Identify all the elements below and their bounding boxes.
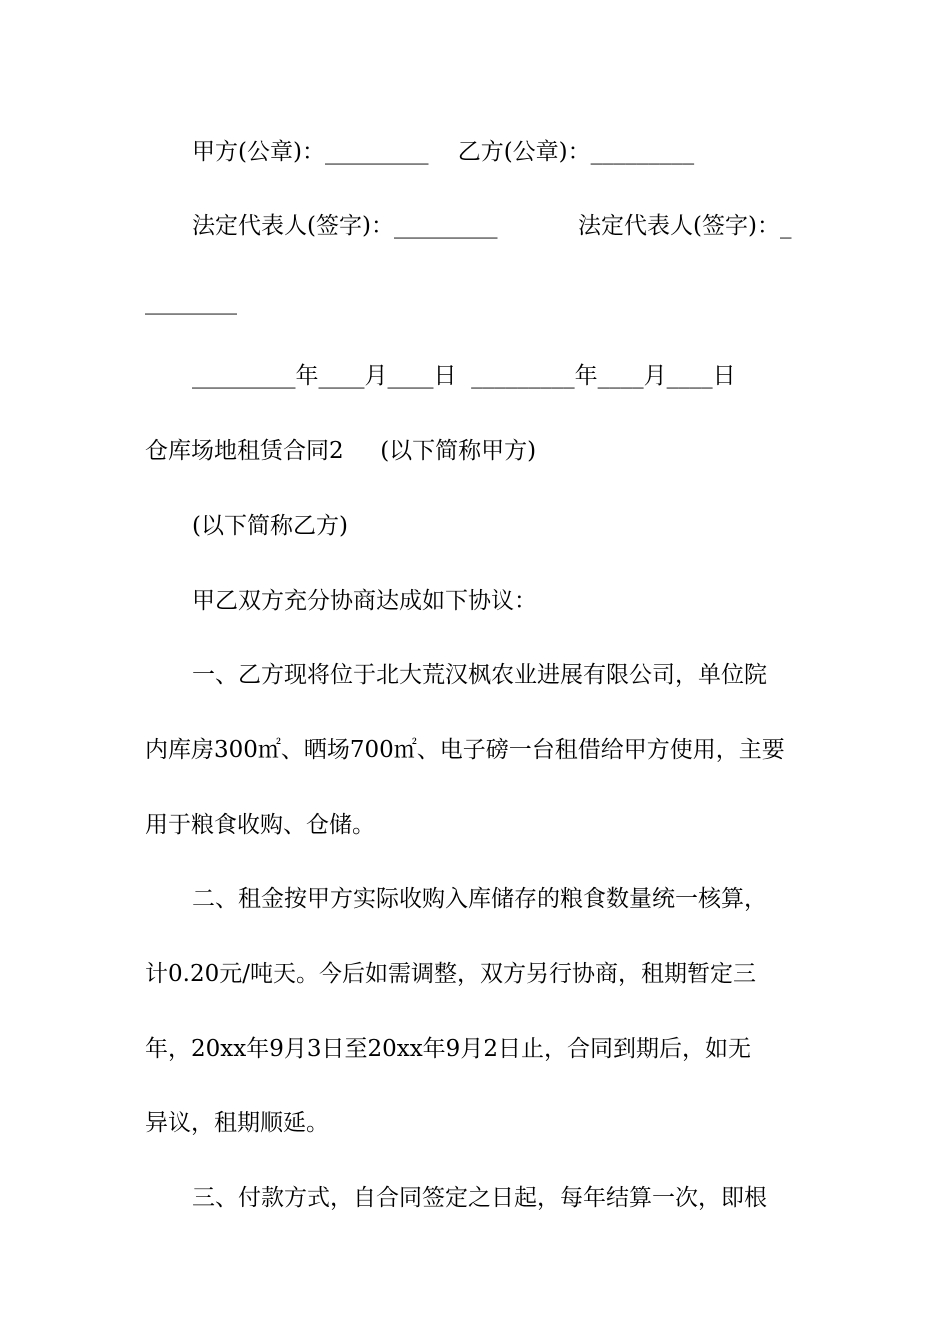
clause3-line1: 三、付款方式，自合同签定之日起，每年结算一次，即根 — [192, 1185, 767, 1211]
signature-date-row: _________年____月____日 _________年____月____日 — [192, 363, 736, 389]
signature-row-rep-b-cont: ________ — [145, 289, 237, 315]
document-title-line: 仓库场地租赁合同2 (以下简称甲方) — [145, 438, 537, 464]
intro-line: 甲乙双方充分协商达成如下协议： — [192, 588, 537, 614]
clause2-line3: 年，20xx年9月3日至20xx年9月2日止，合同到期后，如无 — [145, 1036, 751, 1062]
signature-row-seal: 甲方(公章)：_________ 乙方(公章)：_________ — [192, 139, 695, 165]
party-b-line: (以下简称乙方) — [192, 513, 348, 539]
clause1-line3: 用于粮食收购、仓储。 — [145, 812, 375, 838]
signature-row-rep-a: 法定代表人(签字)：_________ — [192, 213, 498, 239]
signature-row-rep-b: 法定代表人(签字)：_ — [578, 213, 792, 239]
clause1-line1: 一、乙方现将位于北大荒汉枫农业进展有限公司，单位院 — [192, 662, 767, 688]
clause1-line2: 内库房300㎡、晒场700㎡、电子磅一台租借给甲方使用，主要 — [145, 737, 785, 763]
clause2-line4: 异议，租期顺延。 — [145, 1110, 329, 1136]
clause2-line1: 二、租金按甲方实际收购入库储存的粮食数量统一核算， — [192, 886, 767, 912]
clause2-line2: 计0.20元/吨天。今后如需调整，双方另行协商，租期暂定三 — [145, 961, 756, 987]
